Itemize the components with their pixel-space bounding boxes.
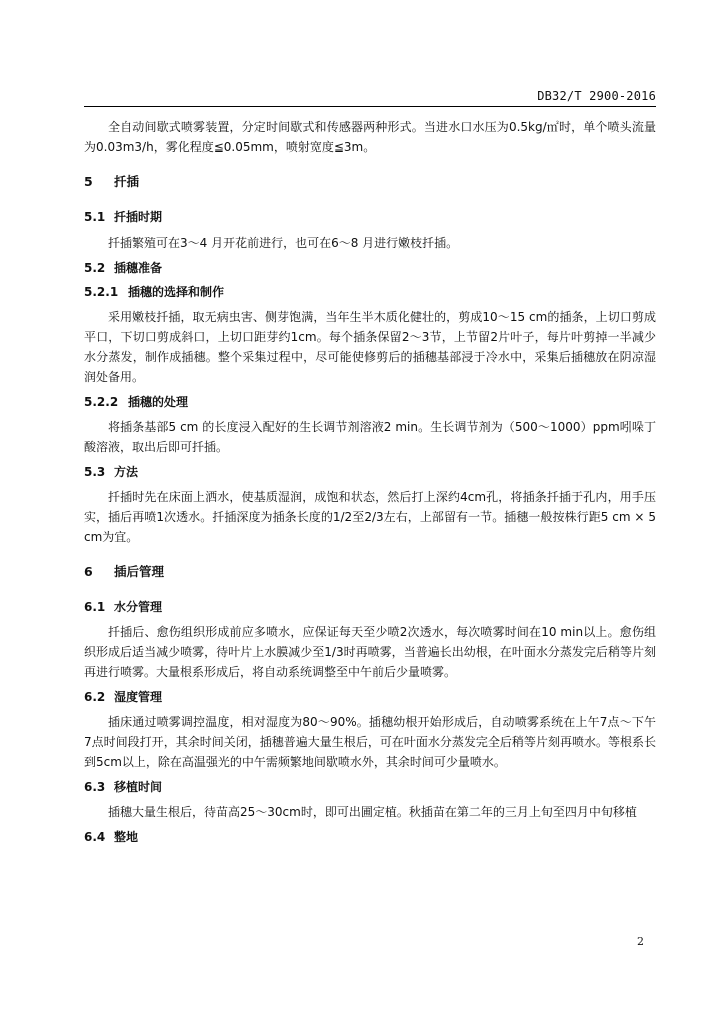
heading-6-1 bbox=[84, 597, 656, 617]
paragraph-5-2-2: 将插条基部5 cm 的长度浸入配好的生长调节剂溶液2 min。生长调节剂为（500～1000）ppm吲哚丁酸溶液，取出后即可扦插。 bbox=[84, 420, 656, 454]
heading-title: 插穗的选择和制作 bbox=[128, 285, 225, 299]
paragraph-5-2-1: 采用嫩枝扦插，取无病虫害、侧芽饱满，当年生半木质化健壮的，剪成10～15 cm的插条，上切口剪成平口，下切口剪成斜口，上切口距芽约1cm。每个插条保留2～3节，上节留2片叶子，每片叶剪掉一半减少水分蒸发，制作成插穗。整个采集过程中，尽可能使修剪后的插穗基部浸于冷水中，采集后插穗放在阴凉湿润处备用。 bbox=[84, 310, 656, 384]
heading-6-2 bbox=[84, 687, 656, 707]
heading-5-3 bbox=[84, 462, 656, 482]
heading-title: 湿度管理 bbox=[114, 690, 163, 704]
paragraph-5-1: 扦插繁殖可在3～4 月开花前进行，也可在6～8 月进行嫩枝扦插。 bbox=[108, 236, 459, 250]
heading-number: 6.2 bbox=[84, 690, 106, 704]
heading-number: 6.1 bbox=[84, 600, 106, 614]
document-body bbox=[84, 117, 656, 847]
heading-5-2-2 bbox=[84, 392, 656, 412]
heading-number: 6 bbox=[84, 564, 93, 579]
heading-number: 5 bbox=[84, 174, 93, 189]
paragraph-6-3: 插穗大量生根后，待苗高25～30cm时，即可出圃定植。秋插苗在第二年的三月上旬至四月中旬移植 bbox=[108, 805, 637, 819]
heading-5-1 bbox=[84, 207, 656, 227]
heading-6 bbox=[84, 562, 656, 582]
heading-title: 插穗准备 bbox=[114, 261, 163, 275]
standard-code: DB32/T 2900-2016 bbox=[537, 89, 656, 103]
heading-title: 方法 bbox=[114, 465, 139, 479]
heading-number: 5.2 bbox=[84, 261, 106, 275]
page-number: 2 bbox=[637, 935, 644, 948]
heading-number: 5.2.2 bbox=[84, 395, 119, 409]
heading-title: 水分管理 bbox=[114, 600, 163, 614]
heading-6-3 bbox=[84, 777, 656, 797]
heading-title: 整地 bbox=[114, 830, 139, 844]
paragraph-6-2: 插床通过喷雾调控温度，相对湿度为80～90%。插穗幼根开始形成后，自动喷雾系统在上午7点～下午7点时间段打开，其余时间关闭，插穗普遍大量生根后，可在叶面水分蒸发完全后稍等片刻再喷水。等根系长到5cm以上，除在高温强光的中午需频繁地间歇喷水外，其余时间可少量喷水。 bbox=[84, 715, 656, 769]
heading-number: 6.3 bbox=[84, 780, 106, 794]
heading-5 bbox=[84, 172, 656, 192]
heading-number: 5.3 bbox=[84, 465, 106, 479]
heading-number: 5.2.1 bbox=[84, 285, 119, 299]
heading-title: 插后管理 bbox=[114, 564, 165, 579]
paragraph-intro: 全自动间歇式喷雾装置，分定时间歇式和传感器两种形式。当进水口水压为0.5kg/㎡时，单个喷头流量为0.03m3/h，雾化程度≦0.05mm，喷射宽度≦3m。 bbox=[84, 120, 656, 154]
heading-title: 移植时间 bbox=[114, 780, 163, 794]
heading-5-2 bbox=[84, 258, 656, 278]
heading-title: 扦插时期 bbox=[114, 210, 163, 224]
heading-5-2-1 bbox=[84, 282, 656, 302]
paragraph-5-3: 扦插时先在床面上洒水，使基质湿润，成饱和状态，然后打上深约4cm孔，将插条扦插于孔内，用手压实，插后再喷1次透水。扦插深度为插条长度的1/2至2/3左右，上部留有一节。插穗一般按株行距5 cm × 5 cm为宜。 bbox=[84, 490, 656, 544]
paragraph-6-1: 扦插后、愈伤组织形成前应多喷水，应保证每天至少喷2次透水，每次喷雾时间在10 min以上。愈伤组织形成后适当减少喷雾，待叶片上水膜减少至1/3时再喷雾，当普遍长出幼根，在叶面水分蒸发完后稍等片刻再进行喷雾。大量根系形成后，将自动系统调整至中午前后少量喷雾。 bbox=[84, 625, 656, 679]
heading-number: 6.4 bbox=[84, 830, 106, 844]
header-rule bbox=[84, 106, 656, 107]
heading-6-4 bbox=[84, 827, 656, 847]
heading-title: 插穗的处理 bbox=[128, 395, 189, 409]
heading-title: 扦插 bbox=[114, 174, 140, 189]
heading-number: 5.1 bbox=[84, 210, 106, 224]
